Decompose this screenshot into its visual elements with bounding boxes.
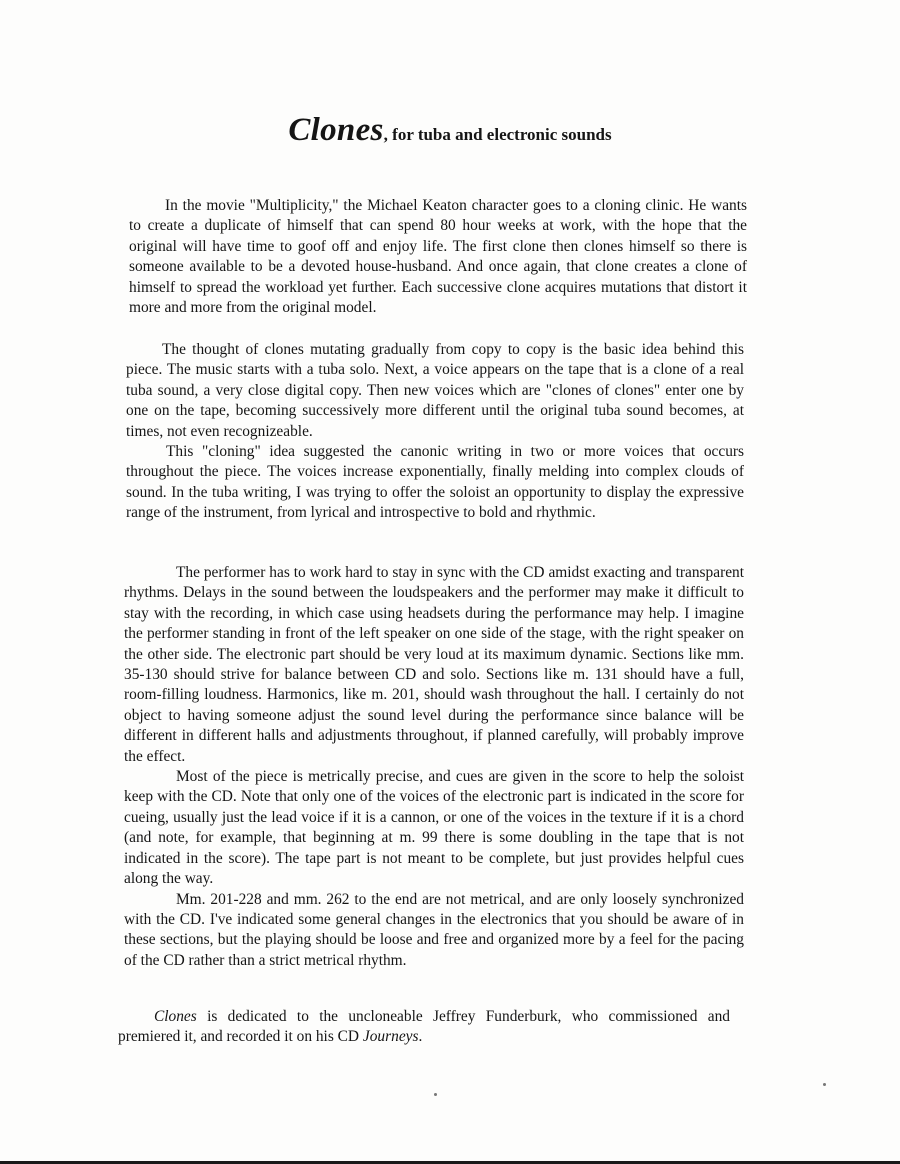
paragraph-canonic-writing: This "cloning" idea suggested the canonic writing in two or more voices that occurs throughout the piece. The voices increase exponentially, finally melding into complex clouds of sound. In the tuba writing, I was trying to offer the soloist an opportunity to display the expressive range of the instrument, from lyrical and introspective to bold and rhythmic. — [126, 443, 744, 522]
section-concept — [126, 340, 744, 524]
page-title — [0, 112, 900, 149]
section-dedication — [118, 1007, 730, 1048]
dedication-text: is dedicated to the uncloneable Jeffrey Funderburk, who commissioned and premiered it, and recorded it on his CD — [118, 1008, 730, 1046]
paragraph-clones-idea: The thought of clones mutating gradually from copy to copy is the basic idea behind this piece. The music starts with a tuba solo. Next, a voice appears on the tape that is a clone of a real tuba sound, a very close digital copy. Then new voices which are "clones of clones" enter one by one on the tape, becoming successively more different until the original tuba sound becomes, at times, not even recognizeable. — [126, 341, 744, 440]
paragraph-performer-sync: The performer has to work hard to stay in sync with the CD amidst exacting and transparent rhythms. Delays in the sound between the loudspeakers and the performer may make it difficult to stay with the recording, in which case using headsets during the performance may help. I imagine the performer standing in front of the left speaker on one side of the stage, with the right speaker on the other side. The electronic part should be very loud at its maximum dynamic. Sections like mm. 35-130 should strive for balance between CD and solo. Sections like m. 131 should have a full, room-filling loudness. Harmonics, like m. 201, should wash throughout the hall. I certainly do not object to having someone adjust the sound level during the performance since balance will be different in different halls and adjustments throughout, if planned carefully, will probably improve the effect. — [124, 564, 744, 765]
section-performance-notes — [124, 563, 744, 971]
section-movie-intro — [129, 196, 747, 318]
dedication-end: . — [418, 1028, 423, 1046]
title-subtitle: , for tuba and electronic sounds — [383, 125, 612, 144]
dedication-cd-title: Journeys — [362, 1028, 419, 1046]
scan-speck — [823, 1083, 826, 1086]
title-work-name: Clones — [288, 112, 384, 148]
paragraph-metrical-precision: Most of the piece is metrically precise, and cues are given in the score to help the soloist keep with the CD. Note that only one of the voices of the electronic part is indicated in the score for cueing, usually just the lead voice if it is a cannon, or one of the voices in the texture if it is a chord (and note, for example, that beginning at m. 99 there is some doubling in the tape that is not indicated in the score). The tape part is not meant to be complete, but just provides helpful cues along the way. — [124, 768, 744, 888]
paragraph-non-metrical: Mm. 201-228 and mm. 262 to the end are not metrical, and are only loosely synchronized with the CD. I've indicated some general changes in the electronics that you should be aware of in these sections, but the playing should be loose and free and organized more by a feel for the pacing of the CD rather than a strict metrical rhythm. — [124, 890, 744, 969]
paragraph-dedication — [118, 1007, 730, 1048]
scan-speck — [434, 1093, 437, 1096]
dedication-work-title: Clones — [154, 1008, 197, 1025]
paragraph-multiplicity: In the movie "Multiplicity," the Michael Keaton character goes to a cloning clinic. He wants to create a duplicate of himself that can spend 80 hour weeks at work, with the hope that the original will have time to goof off and enjoy life. The first clone then clones himself so there is someone available to be a devoted house-husband. And once again, that clone creates a clone of himself to spread the workload yet further. Each successive clone acquires mutations that distort it more and more from the original model. — [129, 197, 747, 317]
